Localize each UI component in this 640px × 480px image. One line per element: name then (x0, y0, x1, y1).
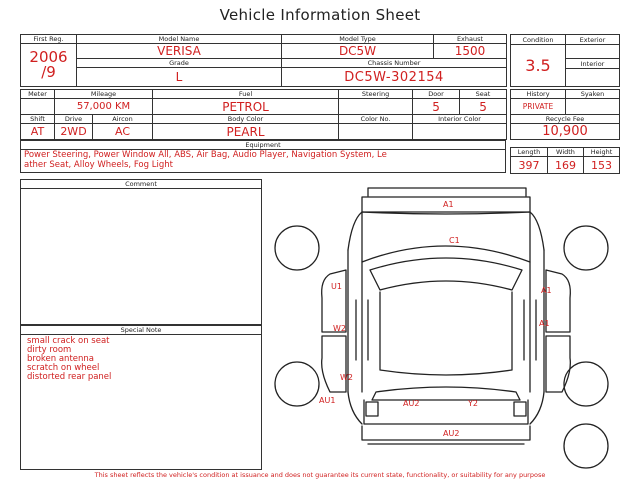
fuel-label: Fuel (153, 90, 339, 99)
height-value: 153 (584, 157, 620, 174)
aircon-value: AC (93, 124, 153, 140)
damage-code-rear-bumper: AU2 (443, 429, 460, 438)
damage-code-front-top: A1 (443, 200, 454, 209)
grade-value: L (77, 68, 282, 87)
tail-light-right (514, 402, 526, 416)
right-front-door (546, 270, 570, 332)
body-color-label: Body Color (153, 115, 339, 124)
width-label: Width (548, 148, 584, 157)
chassis-number-value: DC5W-302154 (282, 68, 507, 87)
history-value: PRIVATE (511, 99, 566, 115)
body-color-value: PEARL (153, 124, 339, 140)
first-reg-month: /9 (41, 63, 56, 81)
left-front-door (322, 270, 346, 332)
special-note-item: distorted rear panel (27, 372, 112, 382)
special-note-item: broken antenna (27, 354, 94, 364)
steering-label: Steering (339, 90, 413, 99)
width-value: 169 (548, 157, 584, 174)
damage-code-left-rear-door: W2 (340, 373, 353, 382)
tail-light-left (366, 402, 378, 416)
condition-value: 3.5 (511, 45, 566, 87)
history-table (510, 89, 620, 140)
model-name-value: VERISA (77, 44, 282, 59)
first-reg-value (21, 44, 77, 87)
special-note-item: small crack on seat (27, 336, 110, 346)
aircon-label: Aircon (93, 115, 153, 124)
windshield-outline (370, 258, 522, 290)
model-type-label: Model Type (282, 35, 434, 44)
fuel-value: PETROL (153, 99, 339, 115)
left-side-outline (348, 250, 362, 392)
length-value: 397 (511, 157, 548, 174)
seat-label: Seat (460, 90, 507, 99)
shift-value: AT (21, 124, 55, 140)
vehicle-main-table (20, 34, 507, 87)
mileage-value: 57,000 KM (55, 99, 153, 115)
left-rear-wheel (275, 362, 319, 406)
footer-disclaimer: This sheet reflects the vehicle's condition at issuance and does not guarantee its current state, functionality, or suitability for any purpose (94, 471, 546, 479)
left-front-wheel (275, 226, 319, 270)
right-rear-door (546, 336, 570, 392)
comment-label: Comment (21, 180, 261, 189)
meter-label: Meter (21, 90, 55, 99)
damage-code-right-front-door: A1 (539, 319, 550, 328)
exhaust-value: 1500 (434, 44, 507, 59)
damage-code-left-rear: AU1 (319, 396, 336, 405)
condition-label: Condition (511, 35, 566, 45)
interior-label: Interior (566, 59, 620, 69)
special-note-item: dirty room (27, 345, 72, 355)
model-name-label: Model Name (77, 35, 282, 44)
steering-value (339, 99, 413, 115)
right-rear-wheel (564, 362, 608, 406)
mileage-label: Mileage (55, 90, 153, 99)
first-reg-label: First Reg. (21, 35, 77, 44)
drive-label: Drive (55, 115, 93, 124)
color-no-label: Color No. (339, 115, 413, 124)
recycle-fee-label: Recycle Fee (511, 115, 620, 124)
page-title: Vehicle Information Sheet (219, 6, 421, 24)
roof-outline (380, 292, 512, 375)
equipment-line-1: Power Steering, Power Window All, ABS, Air Bag, Audio Player, Navigation System, Le (24, 150, 387, 160)
car-damage-diagram (268, 180, 620, 470)
damage-code-rear-right: Y2 (468, 399, 478, 408)
equipment-line-2: ather Seat, Alloy Wheels, Fog Light (24, 160, 173, 170)
height-label: Height (584, 148, 620, 157)
equipment-box (20, 140, 506, 173)
meter-value (21, 99, 55, 115)
seat-value: 5 (460, 99, 507, 115)
interior-value (566, 69, 620, 87)
damage-code-left-front-fender: U1 (331, 282, 342, 291)
damage-code-rear-left: AU2 (403, 399, 420, 408)
interior-color-label: Interior Color (413, 115, 507, 124)
dimensions-table (510, 147, 620, 174)
door-value: 5 (413, 99, 460, 115)
first-reg-year: 2006 (29, 48, 68, 66)
left-rear-corner (348, 392, 362, 424)
syaken-label: Syaken (566, 90, 620, 99)
right-front-corner (530, 212, 544, 250)
equipment-label: Equipment (21, 141, 505, 150)
rear-window-outline (372, 387, 520, 400)
rear-hatch-outline (364, 400, 528, 424)
history-label: History (511, 90, 566, 99)
chassis-number-label: Chassis Number (282, 59, 507, 68)
length-label: Length (511, 148, 548, 157)
hood-outline (362, 212, 530, 262)
right-front-wheel (564, 226, 608, 270)
exterior-value (566, 45, 620, 59)
damage-code-left-front-door: W2 (333, 324, 346, 333)
left-rear-door (322, 336, 346, 392)
right-rear-corner (530, 392, 544, 424)
comment-box (20, 179, 262, 325)
exhaust-label: Exhaust (434, 35, 507, 44)
model-type-value: DC5W (282, 44, 434, 59)
damage-code-hood: C1 (449, 236, 460, 245)
front-bumper-outline (368, 188, 526, 196)
shift-label: Shift (21, 115, 55, 124)
special-note-box (20, 325, 262, 470)
condition-table (510, 34, 620, 87)
grade-label: Grade (77, 59, 282, 68)
spare-wheel (564, 424, 608, 468)
specs-table (20, 89, 507, 140)
special-note-item: scratch on wheel (27, 363, 100, 373)
drive-value: 2WD (55, 124, 93, 140)
syaken-value (566, 99, 620, 115)
door-label: Door (413, 90, 460, 99)
interior-color-value (413, 124, 507, 140)
special-note-label: Special Note (21, 326, 261, 335)
recycle-fee-value: 10,900 (511, 124, 620, 140)
exterior-label: Exterior (566, 35, 620, 45)
color-no-value (339, 124, 413, 140)
left-front-corner (348, 212, 362, 250)
damage-code-right-front-fender: A1 (541, 286, 552, 295)
